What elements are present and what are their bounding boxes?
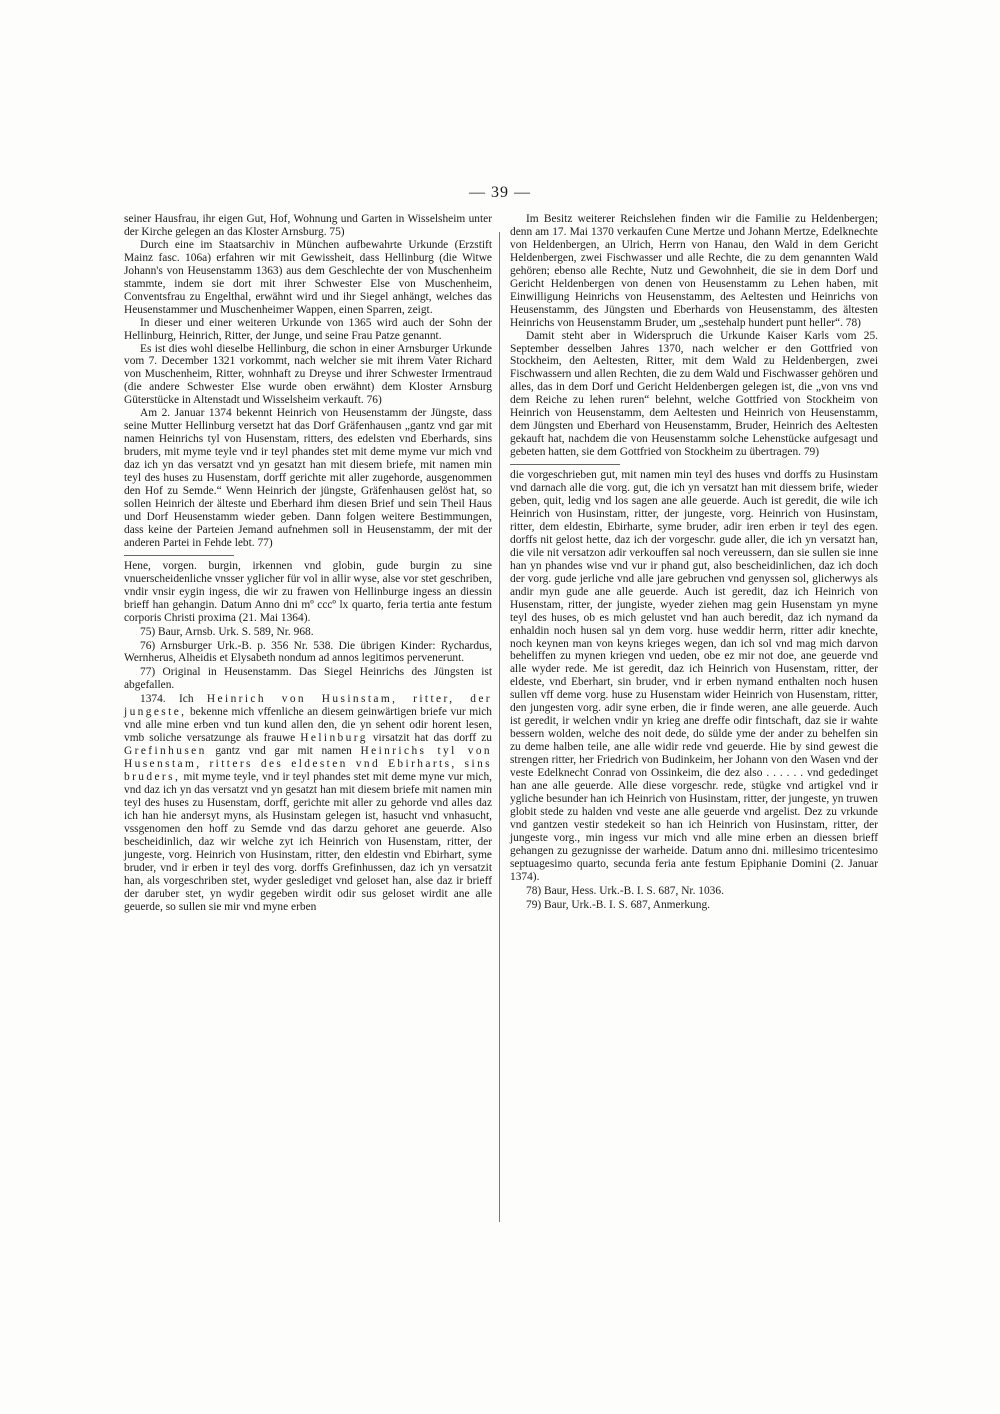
spaced-name: Grefinhusen bbox=[124, 745, 207, 758]
paragraph: Durch eine im Staatsarchiv in München aufbewahrte Urkunde (Erzstift Mainz fasc. 106a) erfahren wir mit Gewissheit, dass Hellinburg (die Witwe Johann's von Heusenstamm 1363) aus dem Geschlechte der von Muschenheim stammte, indem sie dort mit ihrer Schwester Else von Muschenheim, Conventsfrau zu Engelthal, erwähnt wird und ihr Siegel anhängt, welches das Heusenstammer und Muschenheimer Wappen, einen Sparren, zeigt. bbox=[124, 238, 492, 316]
footnote-78: 78) Baur, Hess. Urk.-B. I. S. 687, Nr. 1036. bbox=[526, 884, 724, 897]
page-number: — 39 — bbox=[469, 184, 531, 201]
paragraph: In dieser und einer weiteren Urkunde von 1365 wird auch der Sohn der Hellinburg, Heinrich, Ritter, der Junge, und seine Frau Patze genannt. bbox=[124, 316, 492, 342]
spaced-name: Helinburg bbox=[300, 732, 368, 745]
footnote-75: 75) Baur, Arnsb. Urk. S. 589, Nr. 968. bbox=[140, 625, 314, 638]
footnote-79: 79) Baur, Urk.-B. I. S. 687, Anmerkung. bbox=[526, 898, 710, 911]
document-text: mit myme teyle, vnd ir teyl phandes stet mit deme myne vur mich, vnd daz ich yn das versatzt vnd yn gesatzt han mit diesem briefe mit namen min teyl des huses zu Husenstam, dorff, gerichte mit aller zu gehorde vnd alles daz ich han hie andersyt myns, als Husinstam gelegen ist, hasucht vnd vnhasucht, vssgenomen den hoff zu Semde vnd das darzu gehoret ane geuerde. Also bescheidinlich, daz wir welche zyt ich Heinrich von Husenstam, ritter, der jungeste, vorg. Heinrich von Husinstam, ritter, den eldestin vnd Ebirhart, syme bruder, vnd ir erben ir teyl des vorg. dorffs Grefinhussen, daz ich yn versatzit han, als vorgeschriben stet, wyder geslediget vnd geloset han, alse daz ir brieff der daruber stet, yn wydir gegeben wirdit odir sus geloset wirdit ane alle geuerde, so sullen sie mir vnd myne erben bbox=[124, 771, 492, 913]
column-divider bbox=[499, 232, 500, 1222]
left-column bbox=[124, 213, 492, 914]
footnote-divider bbox=[510, 464, 620, 465]
quoted-document-text: die vorgeschrieben gut, mit namen min teyl des huses vnd dorffs zu Husinstam vnd darnach alle die vorg. gut, die ich yn versatzt han mit diessem brife, wieder geben, quit, ledig vnd los sagen ane alle geuerde. Auch ist geredit, die wile ich Heinrich von Husinstam, ritter, der jungeste, vorg. Heinrich von Husinstam, ritter, dem eldestin, Ebirharte, syme bruder, adir iren erben ir teyl des egen. dorffs nit gelost hette, daz ich der vorgeschr. gude aller, die ich yn versatzt han, die vile nit versatzon adir verkouffen sal noch vereussern, dan sie sullen sie inne han yn phandes wise vnd vur ir phand gut, also bescheidinlichen, daz ich doch der vorg. gude jerliche vnd alle jare gebruchen vnd genyssen sol, glicherwys als andir myn gude ane alle geuerde. Auch ist geredit, daz ich Heinrich von Husenstam, ritter, der jungiste, wyeder ziehen mag gein Husenstam yn myne teyl des huses, ob es mich gelustet vnd han auch beredit, daz ich nymand da enhaldin noch husen sal yn dem vorg. huse weddir herrn, ritter adir knechte, noch keynen man von keyns krieges wegen, dan ich sol vnd mag mich darvon beheliffen zu mynen kriegen vnd ueden, obe ez mir not doe, ane geuerde vnd alle wyder rede. Me ist geredit, daz ich Heinrich von Husenstam, ritter, der eldeste, vnd Eberhart, sin bruder, vnd ir erben nymand enthalten noch husen sullen vff deme vorg. huse zu Husenstam wider Heinrich von Husenstam, ritter, den jungesten vorg. adir syne erben, die ir finde weren, ane alle geuerde. Auch ist geredit, ir welchen vndir yn krieg ane dreffe odir fintschaft, daz sie ir wahte bessern wolden, welche des noit dede, do sülde yme der ander zu behelfen sin zu deme halben teile, ane alle widir rede vnd geuerde. Hie by sind gewest die strengen ritter, her Friedrich von Budinkeim, her Johann von den Wasen vnd der veste Edelknecht Conrad von Ossinkeim, die dez also . . . . . . vnd gededinget han ane alle geuerde. Alle diese vorgeschr. rede, stügke vnd artigkel vnd ir ygliche besunder han ich Heinrich von Husinstam, ritter, der jungeste, yn truwen globit stede zu halden vnd veste ane alle geuerde vnd argelist. Dez zu vrkunde vnd gantzen vestir stedekeit so han ich Heinrich von Husinstam, ritter, der jungeste vorg., min ingess vur mich vnd alle mine erben an diessen brieff gehangen zu gezugnisse der warheide. Datum anno dni. millesimo tricentesimo septuagesimo quarto, secunda feria ante festum Epiphanie Domini (2. Januar 1374). bbox=[510, 469, 878, 883]
document-text: gantz vnd gar mit namen bbox=[206, 745, 361, 758]
paragraph: Im Besitz weiterer Reichslehen finden wir die Familie zu Heldenbergen; denn am 17. Mai 1370 verkaufen Cune Mertze und Johann Mertze, Edelknechte von Heldenbergen, an Ulrich, Herrn von Hanau, den Wald in dem Gericht Heldenbergen, zwei Fischwasser und alle Rechte, die zu dem genannten Wald gehören; ebenso alle Rechte, Nutz und Gewohnheit, die sie in dem Dorf und Gericht Heldenbergen von denen von Heusenstamm zu Lehen haben, mit Einwilligung Heinrichs von Heusenstamm, des Aeltesten und Heinrichs von Heusenstamm, des Jüngsten und Eberhards von Heusenstamm, des ältesten Heinrichs von Heusenstamm Bruder, um „sestehalp hundert punt heller“. 78) bbox=[510, 213, 878, 329]
document-year: 1374. Ich bbox=[140, 693, 207, 706]
paragraph: Am 2. Januar 1374 bekennt Heinrich von Heusenstamm der Jüngste, dass seine Mutter Hellinburg versetzt hat das Dorf Gräfenhausen „gantz vnd gar mit namen Heinrichs tyl von Husenstam, ritters, des edelsten vnd Eberhards, sins bruders, mit myme teyle vnd ir teyl phandes stet mit deme myme vur mich vnd daz ich yn das versatzt vnd yn gesatzt han mit diesem briefe, mit namen min teyl des huses zu Husenstam, dorff gerichte mit aller zugehorde, ausgenommen den Hof zu Semde.“ Wenn Heinrich der jüngste, Gräfenhausen gelöst hat, so sollen Heinrich der älteste und Eberhard ihm diesen Brief und sein Theil Haus und Dorf Heusenstamm wieder geben. Dann folgen weitere Bestimmungen, dass keine der Parteien Jemand aufnehmen soll in Heusenstamm, der mit der anderen Partei in Fehde lebt. 77) bbox=[124, 407, 492, 549]
document-transcription bbox=[124, 693, 492, 913]
paragraph: Damit steht aber in Widerspruch die Urkunde Kaiser Karls vom 25. September desselben Jahres 1370, nach welcher er den Gottfried von Stockheim, den Aeltesten, Ritter, mit dem Wald zu Heldenbergen, zwei Fischwassern und allen Rechten, die zu dem Wald und Fischwasser gehören und alles, das in dem Dorf und Gericht Heldenbergen gelegen ist, die „von vns vnd dem Reiche zu lehen ruren“ belehnt, welche Gottfried von Stockheim von Heinrich von Heusenstamm, dem Aeltesten und Heinrich von Heusenstamm, dem Jüngsten und Eberhard von Heusenstamm, Bruder, Heinrich des Aeltesten gekauft hat, nachdem die von Heusenstamm solche Lehenstücke aufgesagt und gebeten hatten, sie dem Gottfried von Stockheim zu übertragen. 79) bbox=[510, 329, 878, 459]
spaced-name: Heinrichs tyl von Husenstam, ritters des eldesten vnd Ebirharts, sins bruders, bbox=[124, 745, 493, 784]
document-text: virsatzit hat das dorff zu bbox=[367, 732, 492, 745]
footnote-76: 76) Arnsburger Urk.-B. p. 356 Nr. 538. Die übrigen Kinder: Rychardus, Wernherus, Alheidis et Elysabeth nondum ad annos legitimos pervenerunt. bbox=[124, 639, 492, 665]
document-text: bekenne mich vffenliche an diesem geinwärtigen briefe vur mich vnd alle mine erben vnd tun kund allen den, die yn sehent odir horent lesen, vmb soliche versatzunge als frauwe bbox=[124, 706, 492, 745]
footnote-77: 77) Original in Heusenstamm. Das Siegel Heinrichs des Jüngsten ist abgefallen. bbox=[124, 666, 492, 692]
paragraph: Es ist dies wohl dieselbe Hellinburg, die schon in einer Arnsburger Urkunde vom 7. December 1321 vorkommt, nach welcher sie mit ihrem Vater Richard von Muschenheim, Ritter, wohnhaft zu Dreyse und ihrer Schwester Irmentraud (die andere Schwester Else wurde oben erwähnt) dem Kloster Arnsburg Güterstücke in Altenstadt und Wisselsheim verkauft. 76) bbox=[124, 342, 492, 407]
spaced-name: Heinrich von Husinstam, ritter, der jungeste, bbox=[124, 693, 492, 719]
quoted-document-text: Hene, vorgen. burgin, irkennen vnd globin, gude burgin zu sine vnuerscheidenliche vnsser yglicher für vol in allir wyse, alse vor stet geschriben, vndir vnsir eygin ingess, die wir zu frawen von Hellinburge ingess an diessin brieff han gehangin. Datum Anno dni mº cccº lx quarto, feria tertia ante festum corporis Christi proxima (21. Mai 1364). bbox=[124, 559, 492, 624]
footnote-divider bbox=[124, 555, 234, 556]
paragraph: seiner Hausfrau, ihr eigen Gut, Hof, Wohnung und Garten in Wisselsheim unter der Kirche gelegen an das Kloster Arnsburg. 75) bbox=[124, 213, 492, 238]
right-column bbox=[510, 213, 878, 912]
